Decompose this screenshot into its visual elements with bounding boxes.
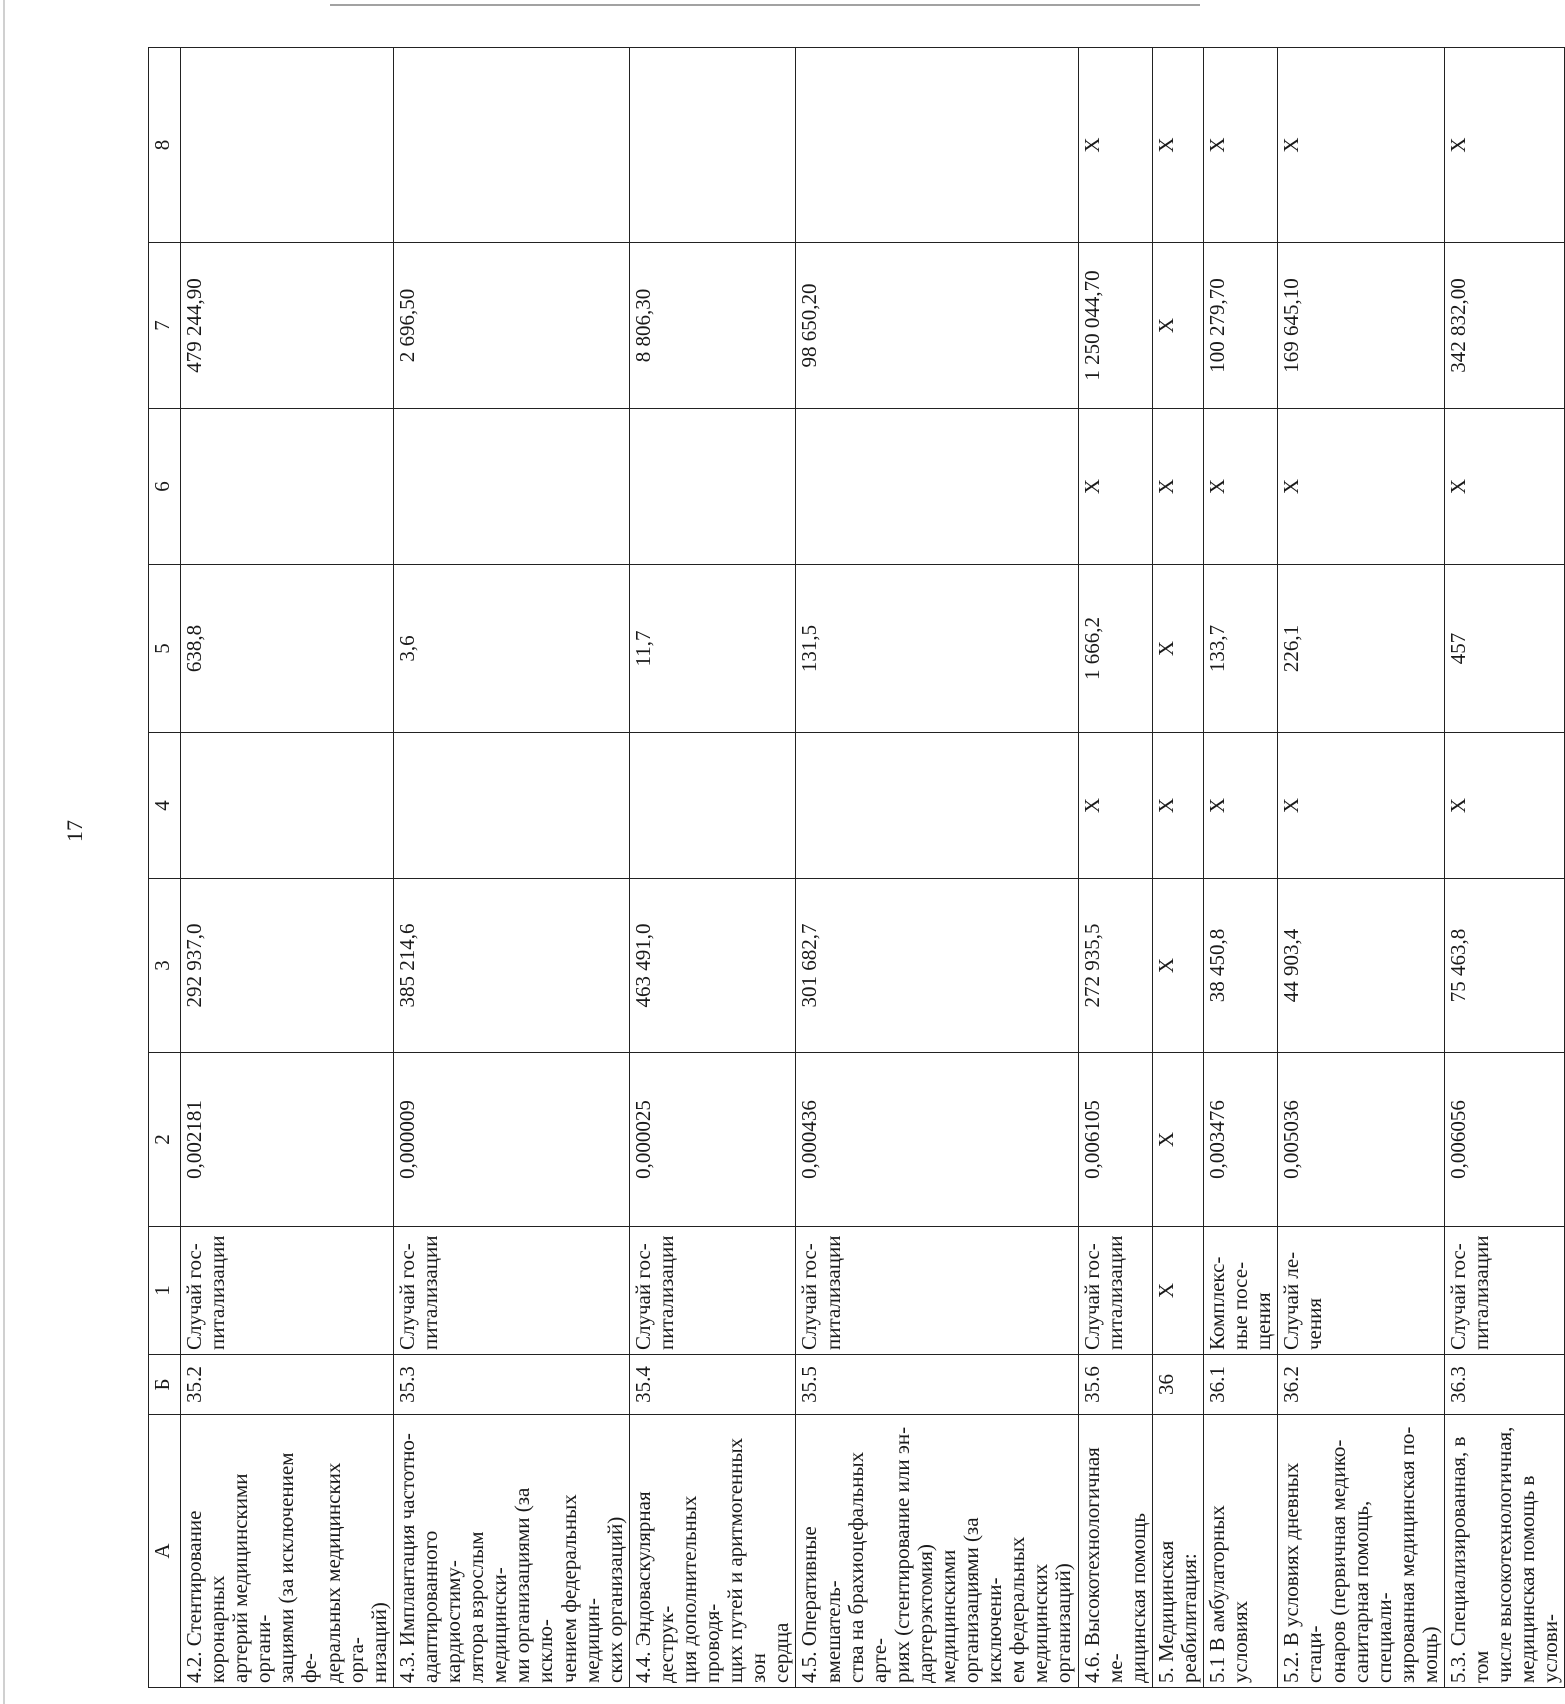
data-table (148, 47, 1565, 1688)
row-name-text: 5.1 В амбулаторных условиях (1205, 1505, 1253, 1683)
row-name-text: 5. Медицинская реабилитация: (1153, 1540, 1201, 1683)
row-name-cell (796, 1415, 1078, 1688)
row-code-cell: 35.6 (1078, 1355, 1152, 1415)
row-code-cell: 36.2 (1278, 1355, 1445, 1415)
row-unit-cell (1444, 1227, 1564, 1355)
value-cell-5: 1 666,2 (1078, 565, 1152, 733)
value-cell-5: 638,8 (181, 565, 394, 733)
row-code-cell: 36.1 (1204, 1355, 1278, 1415)
value-cell-6: X (1078, 409, 1152, 565)
value-cell-5: 11,7 (629, 565, 796, 733)
value-cell-8 (796, 48, 1078, 243)
value-cell-6: X (1152, 409, 1203, 565)
value-cell-4 (629, 733, 796, 879)
table-row (629, 48, 796, 1688)
header-cell: 4 (149, 733, 181, 879)
value-cell-3: 44 903,4 (1278, 879, 1445, 1053)
table-row (1152, 48, 1203, 1688)
value-cell-7: X (1152, 243, 1203, 409)
row-unit-cell (796, 1227, 1078, 1355)
row-name-cell (1152, 1415, 1203, 1688)
value-cell-2: 0,000009 (393, 1053, 629, 1227)
row-unit-cell: X (1152, 1227, 1203, 1355)
page-edge-line-left (3, 0, 5, 1704)
row-unit-text: Случай гос- питализации (1445, 1235, 1494, 1350)
row-unit-text: Случай гос- питализации (1079, 1235, 1127, 1350)
value-cell-4: X (1078, 733, 1152, 879)
value-cell-2: X (1152, 1053, 1203, 1227)
header-cell: 5 (149, 565, 181, 733)
header-cell: 8 (149, 48, 181, 243)
value-cell-3: 75 463,8 (1444, 879, 1564, 1053)
value-cell-7: 342 832,00 (1444, 243, 1564, 409)
value-cell-8 (629, 48, 796, 243)
value-cell-6 (181, 409, 394, 565)
row-code-cell: 36 (1152, 1355, 1203, 1415)
value-cell-6: X (1278, 409, 1445, 565)
value-cell-3: 301 682,7 (796, 879, 1078, 1053)
value-cell-5: X (1152, 565, 1203, 733)
row-code-cell: 35.2 (181, 1355, 394, 1415)
value-cell-3: X (1152, 879, 1203, 1053)
value-cell-4 (393, 733, 629, 879)
row-code-cell: 35.3 (393, 1355, 629, 1415)
value-cell-5: 133,7 (1204, 565, 1278, 733)
header-cell: 3 (149, 879, 181, 1053)
header-cell: 6 (149, 409, 181, 565)
value-cell-3: 292 937,0 (181, 879, 394, 1053)
row-name-cell (1444, 1415, 1564, 1688)
value-cell-6 (393, 409, 629, 565)
value-cell-6: X (1204, 409, 1278, 565)
value-cell-3: 385 214,6 (393, 879, 629, 1053)
value-cell-2: 0,005036 (1278, 1053, 1445, 1227)
value-cell-8 (393, 48, 629, 243)
row-name-cell (1204, 1415, 1278, 1688)
row-name-cell (181, 1415, 394, 1688)
value-cell-6 (629, 409, 796, 565)
value-cell-7: 2 696,50 (393, 243, 629, 409)
value-cell-7: 1 250 044,70 (1078, 243, 1152, 409)
value-cell-2: 0,000025 (629, 1053, 796, 1227)
value-cell-4: X (1152, 733, 1203, 879)
value-cell-5: 3,6 (393, 565, 629, 733)
value-cell-3: 463 491,0 (629, 879, 796, 1053)
rotated-table-wrapper (148, 48, 1563, 1688)
value-cell-5: 131,5 (796, 565, 1078, 733)
value-cell-6: X (1444, 409, 1564, 565)
table-row (1204, 48, 1278, 1688)
value-cell-5: 226,1 (1278, 565, 1445, 733)
value-cell-6 (796, 409, 1078, 565)
row-name-text: 5.2. В условиях дневных стаци- онаров (первичная медико- санитарная помощь, специали- зированная медицинская по- мощь) (1279, 1426, 1442, 1683)
row-unit-text: Случай гос- питализации (394, 1235, 442, 1350)
row-unit-text: Случай гос- питализации (182, 1235, 230, 1350)
row-unit-text: Случай гос- питализации (797, 1235, 845, 1350)
value-cell-8 (181, 48, 394, 243)
row-unit-cell (1204, 1227, 1278, 1355)
row-code-cell: 35.4 (629, 1355, 796, 1415)
value-cell-8: X (1204, 48, 1278, 243)
value-cell-8: X (1444, 48, 1564, 243)
value-cell-3: 38 450,8 (1204, 879, 1278, 1053)
table-row (1078, 48, 1152, 1688)
row-unit-cell (393, 1227, 629, 1355)
value-cell-2: 0,000436 (796, 1053, 1078, 1227)
table-row (1278, 48, 1445, 1688)
value-cell-2: 0,002181 (181, 1053, 394, 1227)
row-name-cell (1278, 1415, 1445, 1688)
row-name-text: 4.6. Высокотехнологичная ме- дицинская помощь (1079, 1447, 1150, 1683)
value-cell-5: 457 (1444, 565, 1564, 733)
row-name-cell (393, 1415, 629, 1688)
value-cell-2: 0,006105 (1078, 1053, 1152, 1227)
row-name-text: 5.3. Специализированная, в том числе высокотехнологичная, медицинская помощь в услови- (1445, 1426, 1563, 1683)
header-cell: 2 (149, 1053, 181, 1227)
value-cell-7: 169 645,10 (1278, 243, 1445, 409)
row-name-cell (1078, 1415, 1152, 1688)
table-row (181, 48, 394, 1688)
row-name-cell (629, 1415, 796, 1688)
row-unit-text: Комплекс- ные посе- щения (1205, 1256, 1276, 1350)
table-row (1444, 48, 1564, 1688)
row-code-cell: 35.5 (796, 1355, 1078, 1415)
row-unit-cell (629, 1227, 796, 1355)
value-cell-7: 98 650,20 (796, 243, 1078, 409)
value-cell-4: X (1204, 733, 1278, 879)
header-cell: А (149, 1415, 181, 1688)
value-cell-7: 8 806,30 (629, 243, 796, 409)
value-cell-8: X (1278, 48, 1445, 243)
table-header-row (149, 48, 181, 1688)
row-name-text: 4.3. Имплантация частотно- адаптированного кардиостиму- лятора взрослым медицински- ми организациями (за исклю- чением федеральных медицин- ских организаций) (394, 1433, 627, 1683)
value-cell-4 (796, 733, 1078, 879)
row-unit-text: Случай гос- питализации (630, 1235, 678, 1350)
value-cell-4 (181, 733, 394, 879)
table-row (393, 48, 629, 1688)
page-edge-line-top (330, 4, 1200, 6)
table-row (796, 48, 1078, 1688)
row-unit-cell (181, 1227, 394, 1355)
value-cell-7: 100 279,70 (1204, 243, 1278, 409)
row-unit-cell (1078, 1227, 1152, 1355)
row-name-text: 4.5. Оперативные вмешатель- ства на брахиоцефальных арте- риях (стентирование или эн- дартерэктомия) медицинскими организациями (за исключени- ем федеральных медицинских организаций) (797, 1426, 1076, 1683)
row-code-cell: 36.3 (1444, 1355, 1564, 1415)
page-number: 17 (62, 820, 87, 842)
header-cell: 1 (149, 1227, 181, 1355)
value-cell-8: X (1078, 48, 1152, 243)
value-cell-4: X (1278, 733, 1445, 879)
row-unit-cell (1278, 1227, 1445, 1355)
value-cell-2: 0,003476 (1204, 1053, 1278, 1227)
value-cell-4: X (1444, 733, 1564, 879)
value-cell-3: 272 935,5 (1078, 879, 1152, 1053)
value-cell-7: 479 244,90 (181, 243, 394, 409)
value-cell-2: 0,006056 (1444, 1053, 1564, 1227)
row-name-text: 4.4. Эндоваскулярная деструк- ция дополнительных проводя- щих путей и аритмогенных зон сердца (630, 1437, 794, 1683)
header-cell: 7 (149, 243, 181, 409)
row-unit-text: Случай ле- чения (1279, 1251, 1327, 1350)
header-cell: Б (149, 1355, 181, 1415)
row-name-text: 4.2. Стентирование коронарных артерий медицинскими органи- зациями (за исключением фе- деральных медицинских орга- низаций) (182, 1452, 391, 1683)
value-cell-8: X (1152, 48, 1203, 243)
